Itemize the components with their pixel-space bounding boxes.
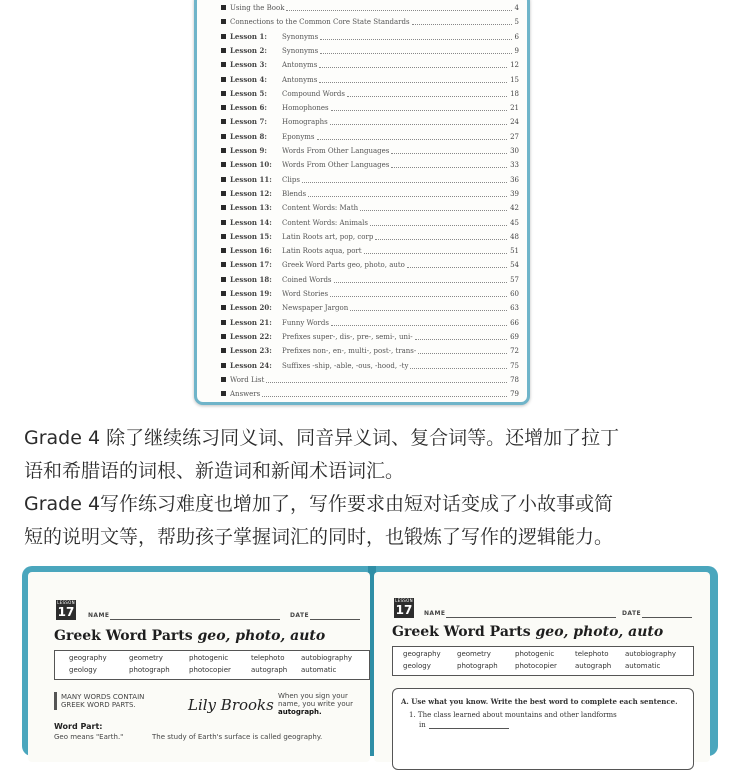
lesson-word: LESSON <box>395 598 413 603</box>
sign-text-1: When you sign your <box>278 692 348 700</box>
toc-bullet-icon <box>221 262 226 267</box>
toc-lesson-label: Lesson 18: <box>230 274 272 284</box>
word-part-label: Word Part: <box>54 722 103 731</box>
toc-bullet-icon <box>221 91 226 96</box>
toc-page-number: 45 <box>510 218 519 227</box>
exercise-box <box>392 688 694 770</box>
toc-title: Answers <box>230 390 261 399</box>
toc-bullet-icon <box>221 5 226 10</box>
word-cell: geology <box>403 662 431 670</box>
exercise-a-instructions: A. Use what you know. Write the best word to complete each sentence. <box>401 697 678 706</box>
toc-leader-dots <box>347 96 507 97</box>
toc-row <box>221 273 519 287</box>
toc-bullet-icon <box>221 34 226 39</box>
toc-lesson-label: Lesson 21: <box>230 317 272 327</box>
toc-title: Word List <box>230 375 265 384</box>
word-cell: autobiography <box>625 650 677 658</box>
geo-meaning: Geo means "Earth." <box>54 733 124 741</box>
toc-row <box>221 244 519 258</box>
signature-explanation <box>278 692 353 716</box>
toc-lesson-label: Lesson 10: <box>230 160 272 170</box>
word-cell: geography <box>403 650 441 658</box>
toc-lesson-label: Lesson 5: <box>230 88 267 98</box>
name-label: NAME <box>88 612 110 619</box>
toc-row <box>221 73 519 87</box>
toc-title: Prefixes non-, en-, multi-, post-, trans- <box>282 347 417 356</box>
toc-leader-dots <box>330 296 507 297</box>
toc-lesson-label: Lesson 13: <box>230 203 272 213</box>
toc-title: Connections to the Common Core State Standards <box>230 18 410 27</box>
answer-line <box>429 728 509 729</box>
toc-lesson-label: Lesson 15: <box>230 231 272 241</box>
toc-row <box>221 158 519 172</box>
word-cell: telephoto <box>575 650 609 658</box>
callout-text <box>61 693 144 709</box>
toc-leader-dots <box>370 225 507 226</box>
toc-lesson-label: Lesson 23: <box>230 346 272 356</box>
toc-title: Compound Words <box>282 89 345 98</box>
toc-page-number: 79 <box>510 390 519 399</box>
toc-bullet-icon <box>221 119 226 124</box>
toc-row <box>221 287 519 301</box>
toc-row <box>221 330 519 344</box>
toc-lesson-label: Lesson 22: <box>230 331 272 341</box>
workbook-right-page <box>374 572 710 762</box>
toc-title: Content Words: Math <box>282 204 359 213</box>
toc-bullet-icon <box>221 105 226 110</box>
toc-lesson-label: Lesson 2: <box>230 45 267 55</box>
toc-leader-dots <box>375 239 507 240</box>
toc-lesson-label: Lesson 8: <box>230 131 267 141</box>
toc-row <box>221 230 519 244</box>
toc-title: Antonyms <box>282 61 318 70</box>
toc-lesson-label: Lesson 1: <box>230 31 267 41</box>
toc-title: Synonyms <box>282 32 319 41</box>
description-line-1: Grade 4 除了继续练习同义词、同音异义词、复合词等。还增加了拉丁 <box>24 427 620 449</box>
toc-page-number: 63 <box>510 304 519 313</box>
toc-leader-dots <box>350 310 507 311</box>
date-label: DATE <box>290 612 309 619</box>
toc-title: Words From Other Languages <box>282 161 390 170</box>
toc-lesson-label: Lesson 20: <box>230 303 272 313</box>
toc-title: Homographs <box>282 118 328 127</box>
workbook-left-page <box>28 572 370 762</box>
table-of-contents-page <box>194 0 530 405</box>
toc-leader-dots <box>286 10 512 11</box>
toc-row <box>221 1 519 15</box>
toc-bullet-icon <box>221 305 226 310</box>
toc-leader-dots <box>407 267 507 268</box>
toc-leader-dots <box>418 353 507 354</box>
toc-bullet-icon <box>221 277 226 282</box>
toc-page-number: 9 <box>514 46 519 55</box>
toc-row <box>221 373 519 387</box>
name-label: NAME <box>424 610 446 617</box>
toc-bullet-icon <box>221 148 226 153</box>
name-line <box>446 617 616 618</box>
toc-bullet-icon <box>221 220 226 225</box>
toc-bullet-icon <box>221 62 226 67</box>
toc-leader-dots <box>391 167 507 168</box>
toc-lesson-label: Lesson 7: <box>230 117 267 127</box>
title-words: geo, photo, auto <box>197 628 326 644</box>
toc-row <box>221 58 519 72</box>
toc-page-number: 48 <box>510 232 519 241</box>
toc-row <box>221 301 519 315</box>
toc-title: Using the Book <box>230 4 285 12</box>
toc-lesson-label: Lesson 12: <box>230 188 272 198</box>
toc-page-number: 27 <box>510 132 519 141</box>
toc-page-number: 24 <box>510 118 519 127</box>
description-line-4: 短的说明文等，帮助孩子掌握词汇的同时，也锻炼了写作的逻辑能力。 <box>24 526 614 548</box>
toc-page-number: 30 <box>510 147 519 155</box>
toc-page-number: 66 <box>510 318 519 327</box>
date-line <box>310 619 360 620</box>
toc-lesson-label: Lesson 6: <box>230 103 267 113</box>
toc-bullet-icon <box>221 363 226 368</box>
toc-page-number: 75 <box>510 361 519 370</box>
toc-bullet-icon <box>221 77 226 82</box>
toc-title: Words From Other Languages <box>282 147 390 155</box>
workbook-spread-photo <box>22 566 718 756</box>
toc-title: Newspaper Jargon <box>282 304 349 313</box>
word-cell: geography <box>69 654 107 662</box>
toc-title: Greek Word Parts geo, photo, auto <box>282 261 405 270</box>
toc-page-number: 39 <box>510 189 519 198</box>
word-cell: autograph <box>251 666 288 674</box>
sign-text-3: autograph. <box>278 708 322 716</box>
toc-bullet-icon <box>221 348 226 353</box>
toc-lesson-label: Lesson 9: <box>230 146 267 155</box>
toc-page-number: 36 <box>510 175 519 184</box>
toc-row <box>221 316 519 330</box>
name-line <box>110 619 280 620</box>
word-cell: photograph <box>129 666 170 674</box>
title-words: geo, photo, auto <box>535 624 664 640</box>
toc-leader-dots <box>360 210 507 211</box>
exercise-1-in: in <box>419 721 426 729</box>
toc-bullet-icon <box>221 291 226 296</box>
toc-page-number: 57 <box>510 275 519 284</box>
toc-leader-dots <box>331 110 507 111</box>
word-cell: autobiography <box>301 654 353 662</box>
word-table <box>392 646 694 676</box>
toc-bullet-icon <box>221 134 226 139</box>
title-prefix: Greek Word Parts <box>54 628 193 644</box>
toc-title: Prefixes super-, dis-, pre-, semi-, uni- <box>282 332 413 341</box>
toc-lesson-label: Lesson 17: <box>230 260 272 270</box>
toc-page-number: 72 <box>510 347 519 356</box>
toc-bullet-icon <box>221 162 226 167</box>
toc-row <box>221 30 519 44</box>
toc-page-number: 15 <box>510 75 519 84</box>
toc-page-number: 69 <box>510 332 519 341</box>
toc-leader-dots <box>319 82 507 83</box>
toc-row <box>221 144 519 158</box>
title-prefix: Greek Word Parts <box>392 624 531 640</box>
toc-bullet-icon <box>221 248 226 253</box>
toc-title: Eponyms <box>282 132 315 141</box>
word-cell: photocopier <box>515 662 557 670</box>
toc-row <box>221 344 519 358</box>
toc-leader-dots <box>412 24 512 25</box>
toc-page-number: 78 <box>510 375 519 384</box>
toc-page-number: 54 <box>510 261 519 270</box>
toc-page-number: 21 <box>510 104 519 113</box>
toc-row <box>221 359 519 373</box>
toc-title: Word Stories <box>282 290 329 298</box>
word-cell: automatic <box>301 666 337 674</box>
toc-title: Suffixes -ship, -able, -ous, -hood, -ty <box>282 361 409 370</box>
word-table <box>54 650 370 680</box>
toc-title: Coined Words <box>282 275 332 284</box>
exercise-1-text: 1. The class learned about mountains and other landforms <box>409 711 617 719</box>
word-cell: telephoto <box>251 654 285 662</box>
toc-leader-dots <box>317 139 507 140</box>
toc-row <box>221 115 519 129</box>
toc-leader-dots <box>262 396 507 397</box>
toc-title: Latin Roots art, pop, corp <box>282 232 374 241</box>
toc-lesson-label: Lesson 14: <box>230 217 272 227</box>
toc-row <box>221 44 519 58</box>
toc-bullet-icon <box>221 48 226 53</box>
toc-bullet-icon <box>221 191 226 196</box>
toc-page-number: 18 <box>510 89 519 98</box>
toc-leader-dots <box>308 196 507 197</box>
word-cell: geometry <box>457 650 491 658</box>
toc-leader-dots <box>415 339 507 340</box>
callout-bar <box>54 692 57 710</box>
toc-bullet-icon <box>221 320 226 325</box>
worksheet-title <box>392 624 663 640</box>
toc-bullet-icon <box>221 377 226 382</box>
toc-bullet-icon <box>221 391 226 396</box>
toc-lesson-label: Lesson 11: <box>230 174 272 184</box>
toc-row <box>221 87 519 101</box>
sign-text-2: name, you write your <box>278 700 353 708</box>
toc-row <box>221 258 519 272</box>
word-cell: photogenic <box>515 650 555 658</box>
callout-line-2: GREEK WORD PARTS. <box>61 701 136 709</box>
toc-leader-dots <box>302 182 507 183</box>
word-cell: photocopier <box>189 666 231 674</box>
toc-row <box>221 201 519 215</box>
toc-row <box>221 387 519 401</box>
word-cell: geometry <box>129 654 163 662</box>
toc-title: Content Words: Animals <box>282 218 368 227</box>
toc-row <box>221 173 519 187</box>
lesson-word: LESSON <box>57 600 75 605</box>
word-cell: autograph <box>575 662 612 670</box>
geo-example: The study of Earth's surface is called geography. <box>152 733 323 741</box>
toc-leader-dots <box>391 153 507 154</box>
toc-leader-dots <box>364 253 507 254</box>
toc-leader-dots <box>320 39 512 40</box>
toc-leader-dots <box>330 124 507 125</box>
toc-page-number: 5 <box>514 18 519 27</box>
word-cell: automatic <box>625 662 661 670</box>
toc-page-number: 6 <box>514 32 519 41</box>
toc-bullet-icon <box>221 234 226 239</box>
lesson-number-box <box>56 600 76 620</box>
toc-title: Homophones <box>282 104 329 113</box>
toc-lesson-label: Lesson 16: <box>230 246 272 256</box>
toc-title: Synonyms <box>282 46 319 55</box>
lesson-number: 17 <box>395 603 413 617</box>
toc-row <box>221 130 519 144</box>
toc-row <box>221 15 519 29</box>
signature-image: Lily Brooks <box>188 696 274 714</box>
toc-page-number: 60 <box>510 290 519 298</box>
toc-lesson-label: Lesson 19: <box>230 289 272 298</box>
worksheet-title <box>54 628 325 644</box>
toc-lesson-label: Lesson 4: <box>230 74 267 84</box>
word-cell: photograph <box>457 662 498 670</box>
callout-line-1: MANY WORDS CONTAIN <box>61 693 145 701</box>
lesson-number: 17 <box>57 605 75 619</box>
description-line-2: 语和希腊语的词根、新造词和新闻术语词汇。 <box>24 460 405 482</box>
lesson-number-box <box>394 598 414 618</box>
word-cell: photogenic <box>189 654 229 662</box>
toc-row <box>221 101 519 115</box>
toc-row <box>221 187 519 201</box>
toc-lesson-label: Lesson 24: <box>230 360 272 370</box>
toc-page-number: 33 <box>510 161 519 170</box>
toc-leader-dots <box>319 67 507 68</box>
word-cell: geology <box>69 666 97 674</box>
toc-page-number: 42 <box>510 204 519 213</box>
toc-lesson-label: Lesson 3: <box>230 60 267 70</box>
toc-page-number: 51 <box>510 247 519 256</box>
toc-title: Funny Words <box>282 318 329 327</box>
toc-bullet-icon <box>221 334 226 339</box>
toc-bullet-icon <box>221 205 226 210</box>
toc-leader-dots <box>334 282 507 283</box>
toc-leader-dots <box>320 53 512 54</box>
toc-title: Latin Roots aqua, port <box>282 247 362 256</box>
toc-leader-dots <box>331 325 507 326</box>
toc-leader-dots <box>266 382 507 383</box>
toc-title: Blends <box>282 189 307 198</box>
toc-title: Antonyms <box>282 75 318 84</box>
toc-title: Clips <box>282 175 300 184</box>
toc-row <box>221 216 519 230</box>
date-label: DATE <box>622 610 641 617</box>
description-line-3: Grade 4写作练习难度也增加了，写作要求由短对话变成了小故事或简 <box>24 493 614 515</box>
toc-page-number: 4 <box>514 4 519 12</box>
toc-bullet-icon <box>221 177 226 182</box>
toc-leader-dots <box>410 368 507 369</box>
toc-bullet-icon <box>221 19 226 24</box>
date-line <box>642 617 692 618</box>
toc-page-number: 12 <box>510 61 519 70</box>
